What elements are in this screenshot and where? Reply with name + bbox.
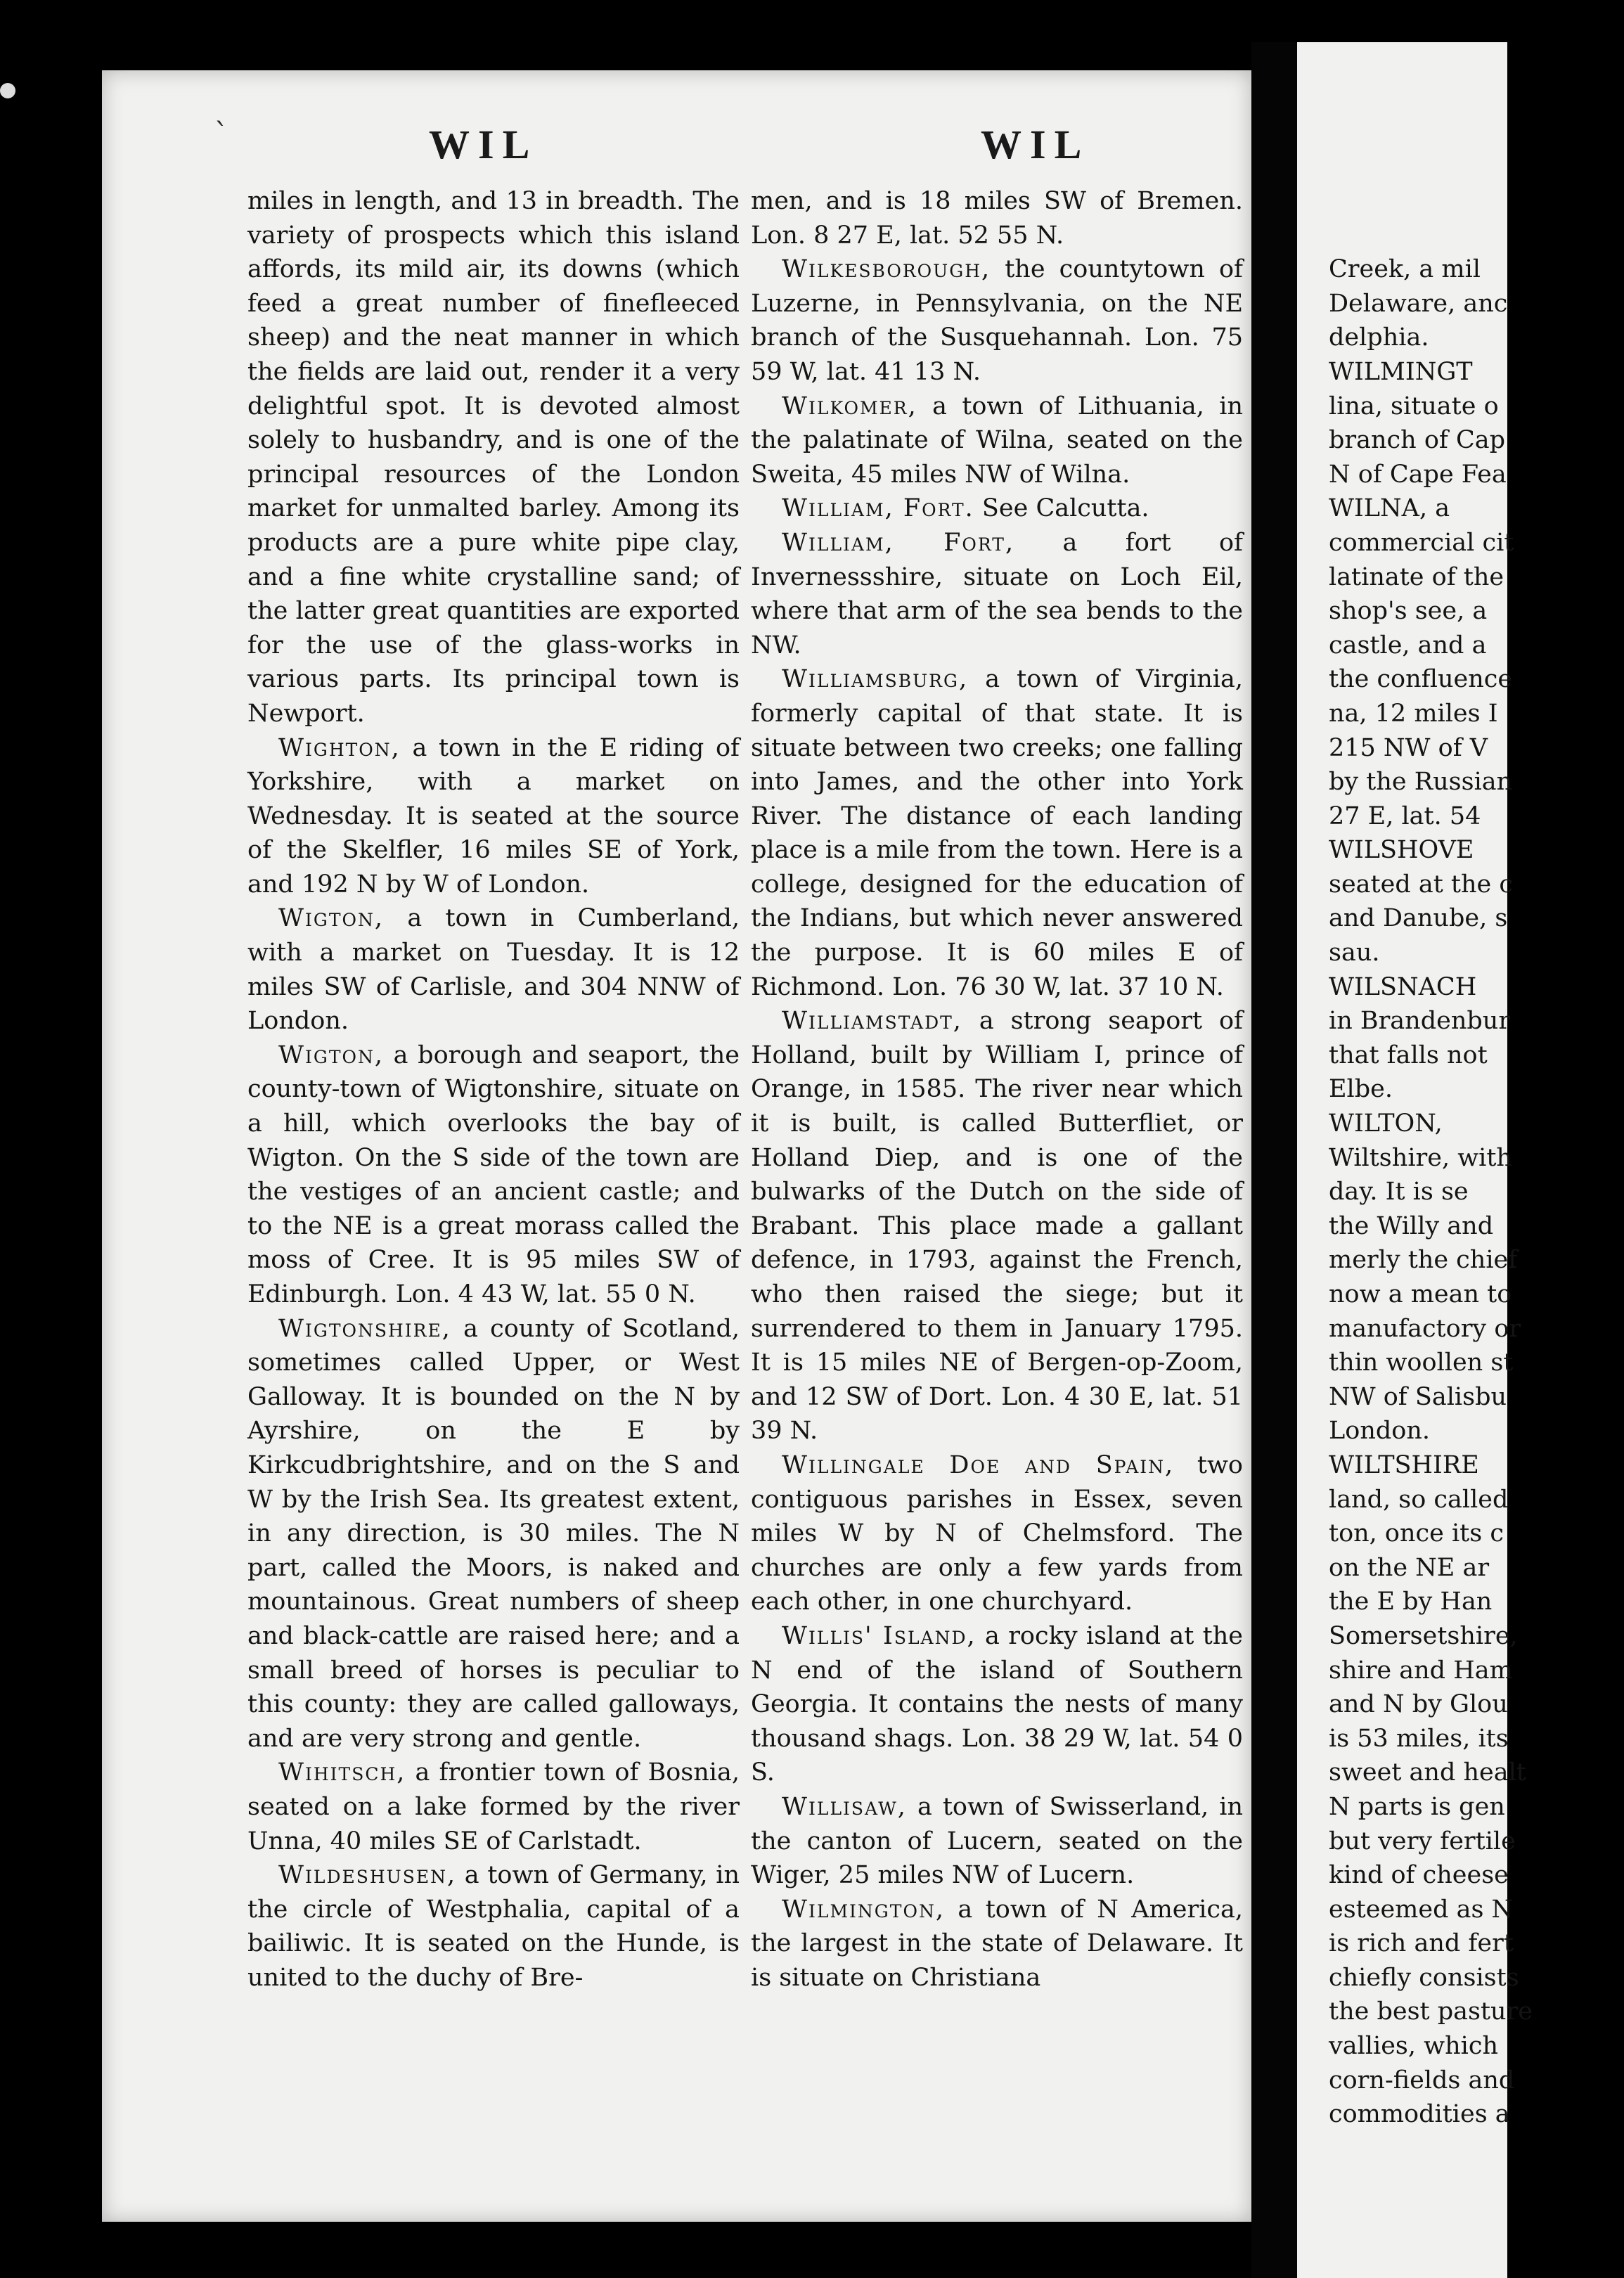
text-line: chiefly consists <box>1329 1963 1519 1992</box>
text-line: commercial cit <box>1329 528 1514 557</box>
entry-text: a borough and seaport, the county-town of Wigtonshire, situate on a hill, which overlooks the bay of Wigton. On the S side of the town are the vestiges of an ancient castle; and to the NE is a great morass called the moss of Cree. It is 95 miles SW of Edinburgh. Lon. 4 43 W, lat. 55 0 N. <box>247 1041 740 1308</box>
text-line: that falls not <box>1329 1041 1488 1069</box>
book-gutter <box>1251 42 1297 2278</box>
dictionary-entry <box>751 252 1243 389</box>
column-middle <box>751 184 1243 1995</box>
text-line: NW of Salisbu <box>1329 1382 1507 1411</box>
entry-headword: Wigtonshire, <box>278 1314 451 1343</box>
entry-text: See Calcutta. <box>974 494 1149 523</box>
text-line: castle, and a <box>1329 631 1487 659</box>
dictionary-entry <box>751 390 1243 492</box>
text-line: is 53 miles, its <box>1329 1724 1509 1753</box>
text-line: Wiltshire, with <box>1329 1143 1512 1172</box>
entry-headword: Wilkomer, <box>782 392 917 420</box>
entry-headword: Wilmington, <box>782 1895 945 1924</box>
entry-text: a town of Germany, in the circle of Westphalia, capital of a bailiwic. It is seated on the Hunde, is united to the duchy of Bre- <box>247 1861 740 1992</box>
running-header-left: WIL <box>429 122 539 167</box>
dictionary-entry <box>247 1756 740 1858</box>
text-line: WILTON, <box>1329 1109 1443 1138</box>
text-line: the best pasture <box>1329 1997 1533 2026</box>
entry-continuation <box>247 184 740 731</box>
dictionary-entry <box>751 1004 1243 1448</box>
text-line: ton, once its c <box>1329 1519 1504 1548</box>
entry-headword: Willis' Island, <box>782 1621 977 1650</box>
dictionary-entry <box>751 1448 1243 1619</box>
entry-text: men, and is 18 miles SW of Bremen. Lon. 8 27 E, lat. 52 55 N. <box>751 187 1243 250</box>
text-line: merly the chief <box>1329 1246 1518 1275</box>
entry-text: a town in Cumberland, with a market on Tuesday. It is 12 miles SW of Carlisle, and 304 NNW of London. <box>247 904 740 1036</box>
text-line: commodities a <box>1329 2100 1510 2129</box>
text-line: is rich and fert <box>1329 1929 1514 1958</box>
text-line: in Brandenbur <box>1329 1007 1511 1036</box>
text-line <box>1329 184 1624 219</box>
entry-headword: Wigton, <box>278 1041 384 1069</box>
text-line: WILTSHIRE <box>1329 1450 1479 1479</box>
text-line: shire and Ham <box>1329 1656 1513 1685</box>
text-line: vallies, which <box>1329 2032 1498 2061</box>
text-line: the E by Han <box>1329 1588 1493 1616</box>
text-line: the Willy and <box>1329 1211 1494 1240</box>
dictionary-entry <box>751 491 1243 526</box>
entry-text: a rocky island at the N end of the island of Southern Georgia. It contains the nests of many thousand shags. Lon. 38 29 W, lat. 54 0 S. <box>751 1621 1243 1787</box>
text-line: London. <box>1329 1417 1430 1446</box>
column-right-partial <box>1329 184 1624 2132</box>
text-line: Elbe. <box>1329 1075 1393 1104</box>
dictionary-entry <box>751 662 1243 1004</box>
entry-text: miles in length, and 13 in breadth. The variety of prospects which this island affords, its mild air, its downs (which feed a great number of finefleeced sheep) and the neat manner in which the fields are laid out, render it a very delightful spot. It is devoted almost solely to husbandry, and is one of the principal resources of the London market for unmalted barley. Among its products are a pure white pipe clay, and a fine white crystalline sand; of the latter great quantities are exported for the use of the glass-works in various parts. Its principal town is Newport. <box>247 187 740 728</box>
text-line: sweet and healt <box>1329 1758 1526 1787</box>
column-left <box>247 184 740 1995</box>
text-line: WILSHOVE <box>1329 836 1474 865</box>
text-line: 27 E, lat. 54 <box>1329 802 1481 830</box>
text-line: esteemed as N <box>1329 1895 1514 1924</box>
scan-artifact <box>0 83 15 98</box>
text-line: on the NE ar <box>1329 1553 1490 1582</box>
text-line: by the Russian <box>1329 768 1513 797</box>
text-line: and N by Glou <box>1329 1690 1508 1719</box>
dictionary-entry <box>751 526 1243 662</box>
entry-text: a fort of Invernessshire, situate on Loch Eil, where that arm of the sea bends to the NW. <box>751 528 1244 659</box>
entry-headword: Wildeshusen, <box>278 1861 457 1890</box>
text-line: N of Cape Fea <box>1329 460 1507 489</box>
text-line: manufactory or <box>1329 1314 1521 1343</box>
dictionary-entry <box>247 1858 740 1995</box>
dictionary-entry <box>247 731 740 902</box>
text-line <box>1329 219 1624 253</box>
entry-headword: Wigton, <box>278 904 384 933</box>
dictionary-entry <box>247 1312 740 1756</box>
entry-text: a town in the E riding of Yorkshire, with a market on Wednesday. It is seated at the source of the Skelfler, 16 miles SE of York, and 192 N by W of London. <box>247 733 740 899</box>
running-header-right: WIL <box>981 122 1090 167</box>
entry-text: a frontier town of Bosnia, seated on a lake formed by the river Unna, 40 miles SE of Carlstadt. <box>247 1758 740 1855</box>
text-line: but very fertile <box>1329 1827 1516 1855</box>
text-line: shop's see, a <box>1329 597 1488 626</box>
entry-headword: Willingale Doe and Spain, <box>782 1450 1175 1479</box>
text-line: Delaware, anc <box>1329 289 1508 318</box>
text-line: delphia. <box>1329 323 1429 352</box>
dictionary-entry <box>247 1038 740 1312</box>
text-line: branch of Cap <box>1329 426 1506 455</box>
entry-text: a town of Virginia, formerly capital of that state. It is situate between two creeks; one falling into James, and the other into York River. The distance of each landing place is a mile from the town. Here is a college, designed for the education of the Indians, but which never answered the purpose. It is 60 miles E of Richmond. Lon. 76 30 W, lat. 37 10 N. <box>751 665 1243 1001</box>
entry-text: a town of Swisserland, in the canton of Lucern, seated on the Wiger, 25 miles NW of Lucern. <box>751 1792 1243 1890</box>
text-line: WILSNACH <box>1329 972 1477 1001</box>
ink-mark: ` <box>214 118 228 150</box>
text-line: and Danube, s <box>1329 904 1508 933</box>
entry-headword: Wihitsch, <box>278 1758 406 1787</box>
text-line: kind of cheese <box>1329 1861 1509 1890</box>
entry-text: the countytown of Luzerne, in Pennsylvania, on the NE branch of the Susquehannah. Lon. 75 59 W, lat. 41 13 N. <box>751 255 1243 386</box>
text-line: thin woollen st <box>1329 1349 1514 1377</box>
text-line: day. It is se <box>1329 1178 1469 1206</box>
text-line: latinate of the <box>1329 562 1504 591</box>
text-line: Creek, a mil <box>1329 255 1481 284</box>
text-line: land, so called <box>1329 1485 1509 1514</box>
text-line: N parts is gen <box>1329 1792 1505 1821</box>
dictionary-entry <box>247 901 740 1038</box>
text-line: corn-fields and <box>1329 2066 1515 2094</box>
dictionary-entry <box>751 1893 1243 1995</box>
dictionary-entry <box>751 1790 1243 1893</box>
text-line: Somersetshire, <box>1329 1621 1518 1650</box>
entry-continuation <box>751 184 1243 252</box>
entry-headword: Willisaw, <box>782 1792 907 1821</box>
text-line: WILMINGT <box>1329 357 1473 386</box>
entry-text: a town of N America, the largest in the state of Delaware. It is situate on Christiana <box>751 1895 1243 1992</box>
text-line: WILNA, a <box>1329 494 1450 523</box>
entry-headword: Williamsburg, <box>782 665 969 694</box>
text-line: na, 12 miles I <box>1329 699 1498 728</box>
dictionary-entry <box>751 1619 1243 1790</box>
text-line: lina, situate o <box>1329 392 1499 420</box>
text-line: now a mean to <box>1329 1280 1512 1308</box>
entry-headword: Williamstadt, <box>782 1007 962 1036</box>
text-line: 215 NW of V <box>1329 733 1488 762</box>
text-line: the confluence <box>1329 665 1513 694</box>
entry-headword: William, Fort. <box>782 494 974 523</box>
entry-text: a town of Lithuania, in the palatinate of Wilna, seated on the Sweita, 45 miles NW of Wilna. <box>751 392 1243 489</box>
entry-text: a strong seaport of Holland, built by William I, prince of Orange, in 1585. The river near which it is built, is called Butterfliet, or Holland Diep, and is one of the bulwarks of the Dutch on the side of Brabant. This place made a gallant defence, in 1793, against the French, who then raised the siege; but it surrendered to them in January 1795. It is 15 miles NE of Bergen-op-Zoom, and 12 SW of Dort. Lon. 4 30 E, lat. 51 39 N. <box>751 1007 1243 1446</box>
entry-text: two contiguous parishes in Essex, seven miles W by N of Chelmsford. The churches are only a few yards from each other, in one churchyard. <box>751 1450 1243 1616</box>
text-line: seated at the c <box>1329 870 1513 899</box>
entry-headword: Wighton, <box>278 733 401 762</box>
text-line: sau. <box>1329 939 1380 967</box>
entry-headword: Wilkesborough, <box>782 255 991 284</box>
entry-text: a county of Scotland, sometimes called Upper, or West Galloway. It is bounded on the N by Ayrshire, on the E by Kirkcudbrightshire, and on the S and W by the Irish Sea. Its greatest extent, in any direction, is 30 miles. The N part, called the Moors, is naked and mountainous. Great numbers of sheep and black-cattle are raised here; and a small breed of horses is peculiar to this county: they are called galloways, and are very strong and gentle. <box>247 1314 740 1753</box>
entry-headword: William, Fort, <box>782 528 1015 557</box>
